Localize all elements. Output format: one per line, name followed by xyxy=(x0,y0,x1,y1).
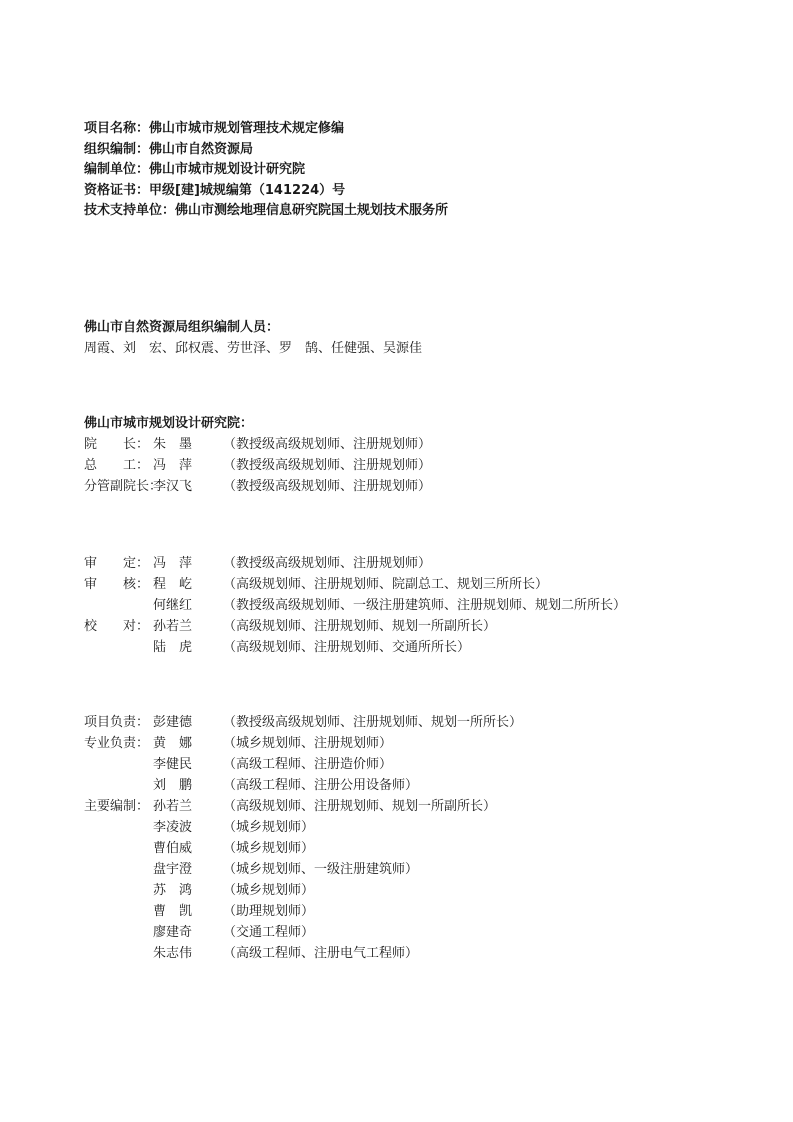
staff-name: 冯 萍 xyxy=(153,458,193,473)
staff-name: 李汉飞 xyxy=(153,479,193,494)
bureau-title: 佛山市自然资源局组织编制人员： xyxy=(84,320,280,335)
project-name-line: 项目名称：佛山市城市规划管理技术规定修编 xyxy=(84,121,345,136)
staff-row xyxy=(84,712,744,733)
staff-title: （教授级高级规划师、注册规划师） xyxy=(223,437,432,452)
staff-title: （城乡规划师、注册规划师） xyxy=(223,736,393,751)
project-info-block xyxy=(84,119,724,222)
staff-title: （高级工程师、注册电气工程师） xyxy=(223,946,419,961)
staff-role: 审 核： xyxy=(84,577,150,592)
staff-row xyxy=(84,901,744,922)
staff-name: 李健民 xyxy=(153,757,193,772)
staff-title: （教授级高级规划师、注册规划师） xyxy=(223,458,432,473)
bureau-section xyxy=(84,317,744,359)
staff-row xyxy=(84,616,744,637)
tech-support-line: 技术支持单位：佛山市测绘地理信息研究院国土规划技术服务所 xyxy=(84,203,449,218)
staff-row xyxy=(84,859,744,880)
institute-title: 佛山市城市规划设计研究院： xyxy=(84,416,254,431)
staff-name: 黄 娜 xyxy=(153,736,193,751)
staff-role: 主要编制： xyxy=(84,799,150,814)
staff-title: （城乡规划师） xyxy=(223,820,315,835)
staff-role xyxy=(84,637,153,658)
staff-role xyxy=(84,838,153,859)
staff-title: （教授级高级规划师、注册规划师、规划一所所长） xyxy=(223,715,523,730)
staff-title: （高级规划师、注册规划师、院副总工、规划三所所长） xyxy=(223,577,549,592)
staff-role: 项目负责： xyxy=(84,715,150,730)
staff-title: （高级工程师、注册造价师） xyxy=(223,757,393,772)
staff-row xyxy=(84,754,744,775)
staff-row xyxy=(84,943,744,964)
staff-role xyxy=(84,943,153,964)
staff-title: （高级规划师、注册规划师、交通所所长） xyxy=(223,640,471,655)
staff-role: 院 长： xyxy=(84,437,150,452)
staff-title: （高级规划师、注册规划师、规划一所副所长） xyxy=(223,799,497,814)
staff-name: 孙若兰 xyxy=(153,799,193,814)
review-section xyxy=(84,553,744,658)
staff-row xyxy=(84,838,744,859)
staff-name: 盘宇澄 xyxy=(153,862,193,877)
institute-section xyxy=(84,413,744,497)
staff-title: （教授级高级规划师、一级注册建筑师、注册规划师、规划二所所长） xyxy=(223,598,627,613)
organizer-line: 组织编制：佛山市自然资源局 xyxy=(84,141,254,157)
staff-row xyxy=(84,880,744,901)
staff-name: 孙若兰 xyxy=(153,619,193,634)
staff-row xyxy=(84,476,744,497)
staff-name: 李凌波 xyxy=(153,820,193,835)
staff-name: 曹 凯 xyxy=(153,904,193,919)
staff-title: （教授级高级规划师、注册规划师） xyxy=(223,479,432,494)
staff-title: （城乡规划师、一级注册建筑师） xyxy=(223,862,419,877)
staff-row xyxy=(84,595,744,616)
staff-row xyxy=(84,796,744,817)
staff-row xyxy=(84,574,744,595)
staff-row xyxy=(84,817,744,838)
staff-role: 审 定： xyxy=(84,556,150,571)
staff-name: 刘 鹏 xyxy=(153,778,193,793)
staff-name: 冯 萍 xyxy=(153,556,193,571)
staff-role xyxy=(84,922,153,943)
staff-role: 总 工： xyxy=(84,458,150,473)
staff-row xyxy=(84,733,744,754)
compiling-unit-line: 编制单位：佛山市城市规划设计研究院 xyxy=(84,162,306,177)
staff-row xyxy=(84,455,744,476)
staff-role xyxy=(84,754,153,775)
staff-name: 朱 墨 xyxy=(153,437,193,452)
staff-name: 曹伯威 xyxy=(153,841,193,856)
staff-row xyxy=(84,775,744,796)
staff-name: 彭建德 xyxy=(153,715,193,730)
staff-title: （城乡规划师） xyxy=(223,841,315,856)
staff-role xyxy=(84,901,153,922)
bureau-members: 周霞、刘 宏、邱权震、劳世泽、罗 鹄、任健强、吴源佳 xyxy=(84,341,423,356)
staff-role xyxy=(84,775,153,796)
team-section xyxy=(84,712,744,964)
staff-row xyxy=(84,434,744,455)
staff-role: 专业负责： xyxy=(84,736,150,751)
staff-row xyxy=(84,553,744,574)
staff-name: 朱志伟 xyxy=(153,946,193,961)
staff-row xyxy=(84,637,744,658)
staff-role xyxy=(84,817,153,838)
staff-name: 苏 鸿 xyxy=(153,883,193,898)
staff-name: 程 屹 xyxy=(153,577,193,592)
staff-title: （城乡规划师） xyxy=(223,883,315,898)
staff-role xyxy=(84,595,153,616)
staff-title: （高级工程师、注册公用设备师） xyxy=(223,778,419,793)
staff-title: （高级规划师、注册规划师、规划一所副所长） xyxy=(223,619,497,634)
staff-name: 廖建奇 xyxy=(153,925,193,940)
staff-role: 校 对： xyxy=(84,619,150,634)
qualification-line: 资格证书：甲级[建]城规编第（141224）号 xyxy=(84,182,346,198)
staff-title: （交通工程师） xyxy=(223,925,315,940)
staff-name: 陆 虎 xyxy=(153,640,193,655)
staff-role: 分管副院长： xyxy=(84,479,163,494)
staff-title: （助理规划师） xyxy=(223,904,315,919)
staff-role xyxy=(84,859,153,880)
staff-row xyxy=(84,922,744,943)
staff-name: 何继红 xyxy=(153,598,193,613)
staff-role xyxy=(84,880,153,901)
staff-title: （教授级高级规划师、注册规划师） xyxy=(223,556,432,571)
